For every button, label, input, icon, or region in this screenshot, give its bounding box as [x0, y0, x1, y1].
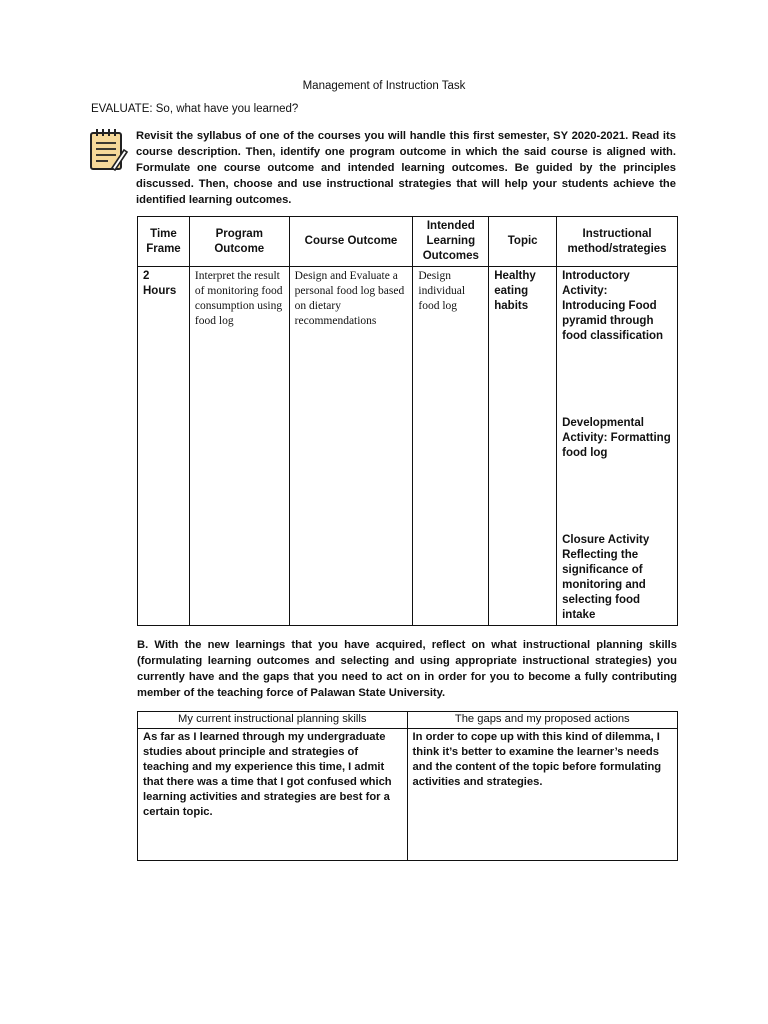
cell-time-frame: 2 Hours	[138, 267, 190, 626]
section-b-paragraph: B. With the new learnings that you have acquired, reflect on what instructional planning skills (formulating learning outcomes and selecting and using appropriate instructional strategies) you currently have and the gaps that you need to act on in order for you to become a fully contributing member of the teaching force of Palawan State University.	[137, 639, 677, 699]
evaluate-heading: EVALUATE: So, what have you learned?	[91, 103, 299, 115]
cell-topic: Healthy eating habits	[489, 267, 557, 626]
cell-method	[557, 267, 678, 626]
table-header-row	[138, 217, 678, 267]
header-skills: My current instructional planning skills	[138, 712, 408, 729]
instruction-task-table	[137, 216, 678, 626]
header-topic: Topic	[489, 217, 557, 267]
cell-gaps: In order to cope up with this kind of dilemma, I think it’s better to examine the learner’s needs and the content of the topic before formulating activities and strategies.	[407, 729, 677, 861]
table-row	[138, 729, 678, 861]
page-title: Management of Instruction Task	[302, 80, 466, 92]
cell-program-outcome: Interpret the result of monitoring food consumption using food log	[189, 267, 289, 626]
method-developmental: Developmental Activity: Formatting food log	[562, 417, 671, 459]
cell-skills: As far as I learned through my undergraduate studies about principle and strategies of teaching and my experience this time, I admit that there was a time that I got confused which learning activities and strategies are best for a certain topic.	[138, 729, 408, 861]
header-course-outcome: Course Outcome	[289, 217, 413, 267]
instructions-paragraph: Revisit the syllabus of one of the courses you will handle this first semester, SY 2020-2021. Read its course description. Then, identify one program outcome in which the said course is aligned with. Formulate one course outcome and intended learning outcomes. Be guided by the principles discussed. Then, choose and use instructional strategies that will help your students achieve the identified learning outcomes.	[136, 130, 676, 206]
cell-course-outcome: Design and Evaluate a personal food log based on dietary recommendations	[289, 267, 413, 626]
reflection-table	[137, 711, 678, 861]
header-program-outcome: Program Outcome	[189, 217, 289, 267]
method-closure: Closure Activity Reflecting the significance of monitoring and selecting food intake	[562, 534, 650, 621]
header-gaps: The gaps and my proposed actions	[407, 712, 677, 729]
method-introductory: Introductory Activity: Introducing Food pyramid through food classification	[562, 270, 664, 342]
table-header-row	[138, 712, 678, 729]
header-method: Instructional method/strategies	[557, 217, 678, 267]
header-ilo: Intended Learning Outcomes	[413, 217, 489, 267]
header-time-frame: Time Frame	[138, 217, 190, 267]
notepad-icon	[88, 128, 128, 172]
cell-ilo: Design individual food log	[413, 267, 489, 626]
table-row	[138, 267, 678, 626]
